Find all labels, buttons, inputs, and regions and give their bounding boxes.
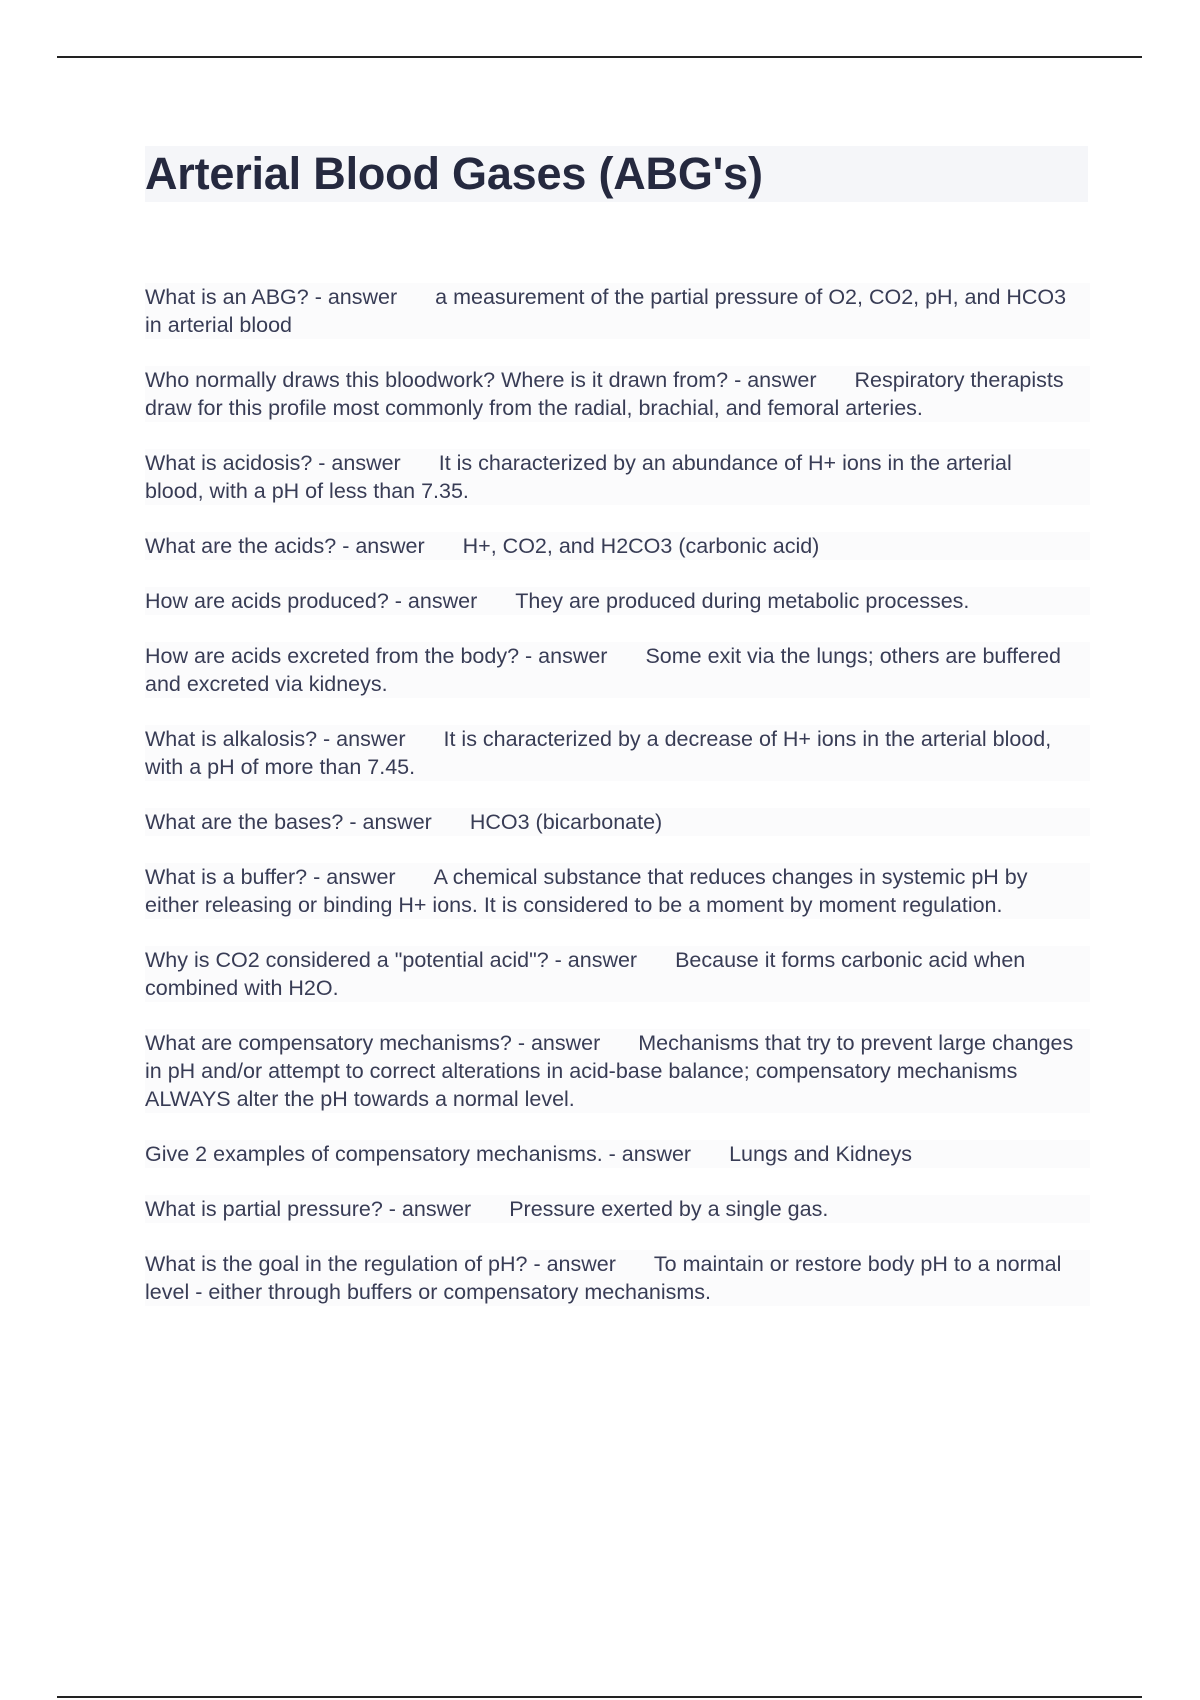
answer-separator: - answer xyxy=(519,644,608,668)
answer: To maintain or restore body pH to a normal level - either through buffers or compensatory mechanisms. xyxy=(145,1252,1062,1304)
qa-item xyxy=(145,642,1090,698)
answer-separator: - answer xyxy=(548,948,638,972)
qa-item xyxy=(145,587,1090,615)
question: What are the bases? xyxy=(145,810,344,834)
qa-item xyxy=(145,808,1090,836)
answer: A chemical substance that reduces changes in systemic pH by either releasing or binding H+ ions. It is considered to be a moment by moment regulation. xyxy=(145,865,1028,917)
question: Who normally draws this bloodwork? Where is it drawn from? xyxy=(145,368,729,392)
qa-item xyxy=(145,1195,1090,1223)
answer-separator: - answer xyxy=(527,1252,616,1276)
qa-item xyxy=(145,1140,1090,1168)
answer: Because it forms carbonic acid when combined with H2O. xyxy=(145,948,1026,1000)
question: What is alkalosis? xyxy=(145,727,318,751)
qa-list xyxy=(145,283,1090,1333)
question: How are acids excreted from the body? xyxy=(145,644,520,668)
answer-separator: - answer xyxy=(382,1197,472,1221)
answer: They are produced during metabolic processes. xyxy=(515,589,970,613)
qa-item xyxy=(145,1029,1090,1113)
question: Give 2 examples of compensatory mechanisms. xyxy=(145,1142,603,1166)
page-title: Arterial Blood Gases (ABG's) xyxy=(145,148,763,199)
answer-separator: - answer xyxy=(388,589,478,613)
answer-separator: - answer xyxy=(728,368,817,392)
answer-separator: - answer xyxy=(312,451,401,475)
question: What is partial pressure? xyxy=(145,1197,383,1221)
answer-separator: - answer xyxy=(336,534,425,558)
answer: Mechanisms that try to prevent large changes in pH and/or attempt to correct alterations in acid-base balance; compensatory mechanisms ALWAYS alter the pH towards a normal level. xyxy=(145,1031,1074,1111)
qa-item xyxy=(145,1250,1090,1306)
answer: It is characterized by a decrease of H+ ions in the arterial blood, with a pH of more than 7.45. xyxy=(145,727,1052,779)
question: What is an ABG? xyxy=(145,285,309,309)
qa-item xyxy=(145,532,1090,560)
answer: Respiratory therapists draw for this profile most commonly from the radial, brachial, and femoral arteries. xyxy=(145,368,1064,420)
question: What are the acids? xyxy=(145,534,337,558)
qa-item xyxy=(145,366,1090,422)
answer-separator: - answer xyxy=(317,727,406,751)
question: What are compensatory mechanisms? xyxy=(145,1031,512,1055)
answer: Pressure exerted by a single gas. xyxy=(509,1197,829,1221)
top-rule xyxy=(57,56,1142,58)
question: What is acidosis? xyxy=(145,451,313,475)
answer-separator: - answer xyxy=(511,1031,601,1055)
answer-separator: - answer xyxy=(602,1142,692,1166)
question: How are acids produced? xyxy=(145,589,389,613)
qa-item xyxy=(145,725,1090,781)
answer: Some exit via the lungs; others are buffered and excreted via kidneys. xyxy=(145,644,1061,696)
answer: HCO3 (bicarbonate) xyxy=(469,810,663,834)
bottom-rule xyxy=(57,1696,1142,1698)
question: What is the goal in the regulation of pH? xyxy=(145,1252,528,1276)
answer-separator: - answer xyxy=(343,810,432,834)
question: Why is CO2 considered a "potential acid"? xyxy=(145,948,549,972)
qa-item xyxy=(145,449,1090,505)
qa-item xyxy=(145,283,1090,339)
answer-separator: - answer xyxy=(307,865,396,889)
answer: H+, CO2, and H2CO3 (carbonic acid) xyxy=(462,534,820,558)
answer: Lungs and Kidneys xyxy=(729,1142,912,1166)
answer: a measurement of the partial pressure of O2, CO2, pH, and HCO3 in arterial blood xyxy=(145,285,1067,337)
answer: It is characterized by an abundance of H+ ions in the arterial blood, with a pH of less than 7.35. xyxy=(145,451,1012,503)
answer-separator: - answer xyxy=(308,285,398,309)
question: What is a buffer? xyxy=(145,865,308,889)
qa-item xyxy=(145,946,1090,1002)
qa-item xyxy=(145,863,1090,919)
